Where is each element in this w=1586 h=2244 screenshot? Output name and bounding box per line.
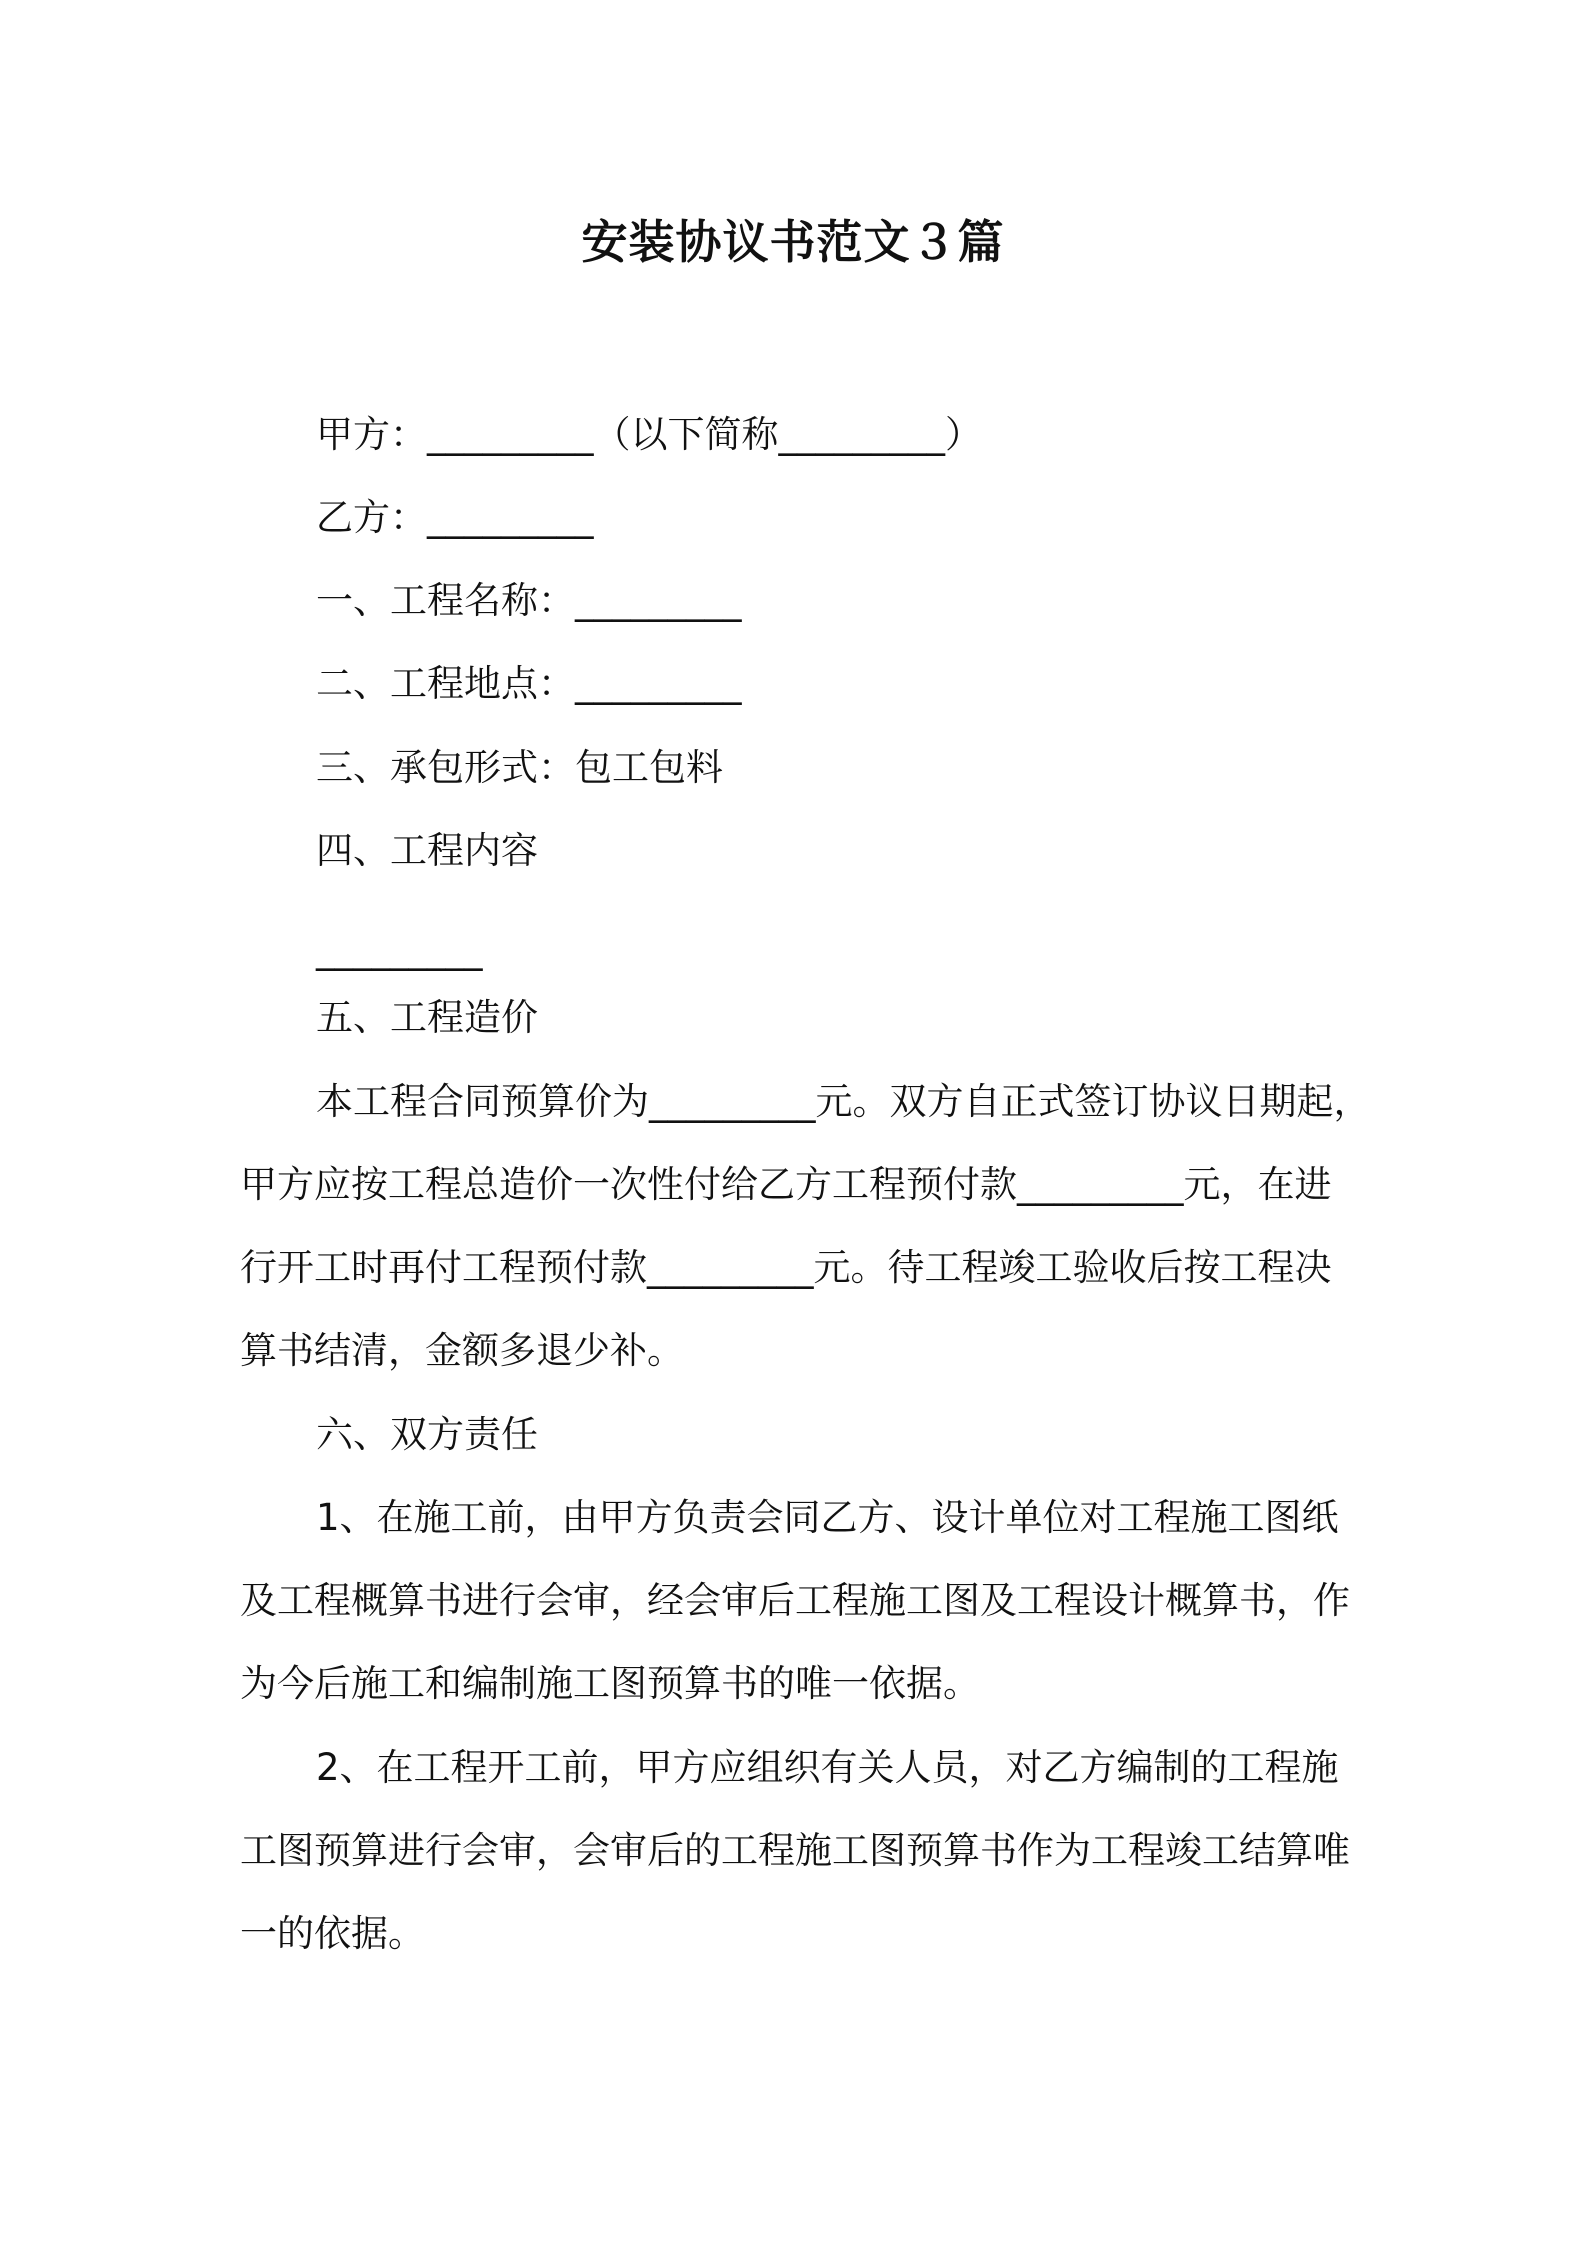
cost-paragraph-line-2: 甲方应按工程总造价一次性付给乙方工程预付款_________元，在进 <box>240 1163 1332 1206</box>
project-content-heading: 四、工程内容 <box>316 829 538 872</box>
cost-paragraph-line-1: 本工程合同预算价为_________元。双方自正式签订协议日期起， <box>316 1080 1371 1123</box>
party-a-line: 甲方：_________（以下简称_________） <box>316 413 982 456</box>
responsibilities-heading: 六、双方责任 <box>316 1413 538 1456</box>
clause-2-line-1: 2、在工程开工前，甲方应组织有关人员，对乙方编制的工程施 <box>316 1746 1339 1789</box>
cost-paragraph-line-3: 行开工时再付工程预付款_________元。待工程竣工验收后按工程决 <box>240 1246 1332 1289</box>
clause-2-line-2: 工图预算进行会审，会审后的工程施工图预算书作为工程竣工结算唯 <box>240 1829 1350 1872</box>
project-location-line: 二、工程地点：_________ <box>316 662 742 705</box>
clause-2-line-3: 一的依据。 <box>240 1912 425 1955</box>
clause-1-line-2: 及工程概算书进行会审，经会审后工程施工图及工程设计概算书，作 <box>240 1579 1350 1622</box>
party-b-line: 乙方：_________ <box>316 496 594 539</box>
clause-1-line-1: 1、在施工前，由甲方负责会同乙方、设计单位对工程施工图纸 <box>316 1496 1339 1539</box>
contract-form-line: 三、承包形式：包工包料 <box>316 746 723 789</box>
document-title: 安装协议书范文３篇 <box>581 215 1005 269</box>
clause-1-line-3: 为今后施工和编制施工图预算书的唯一依据。 <box>240 1662 980 1705</box>
cost-paragraph-line-4: 算书结清，金额多退少补。 <box>240 1329 684 1372</box>
project-name-line: 一、工程名称：_________ <box>316 579 742 622</box>
project-content-blank: _________ <box>316 928 483 971</box>
project-cost-heading: 五、工程造价 <box>316 996 538 1039</box>
